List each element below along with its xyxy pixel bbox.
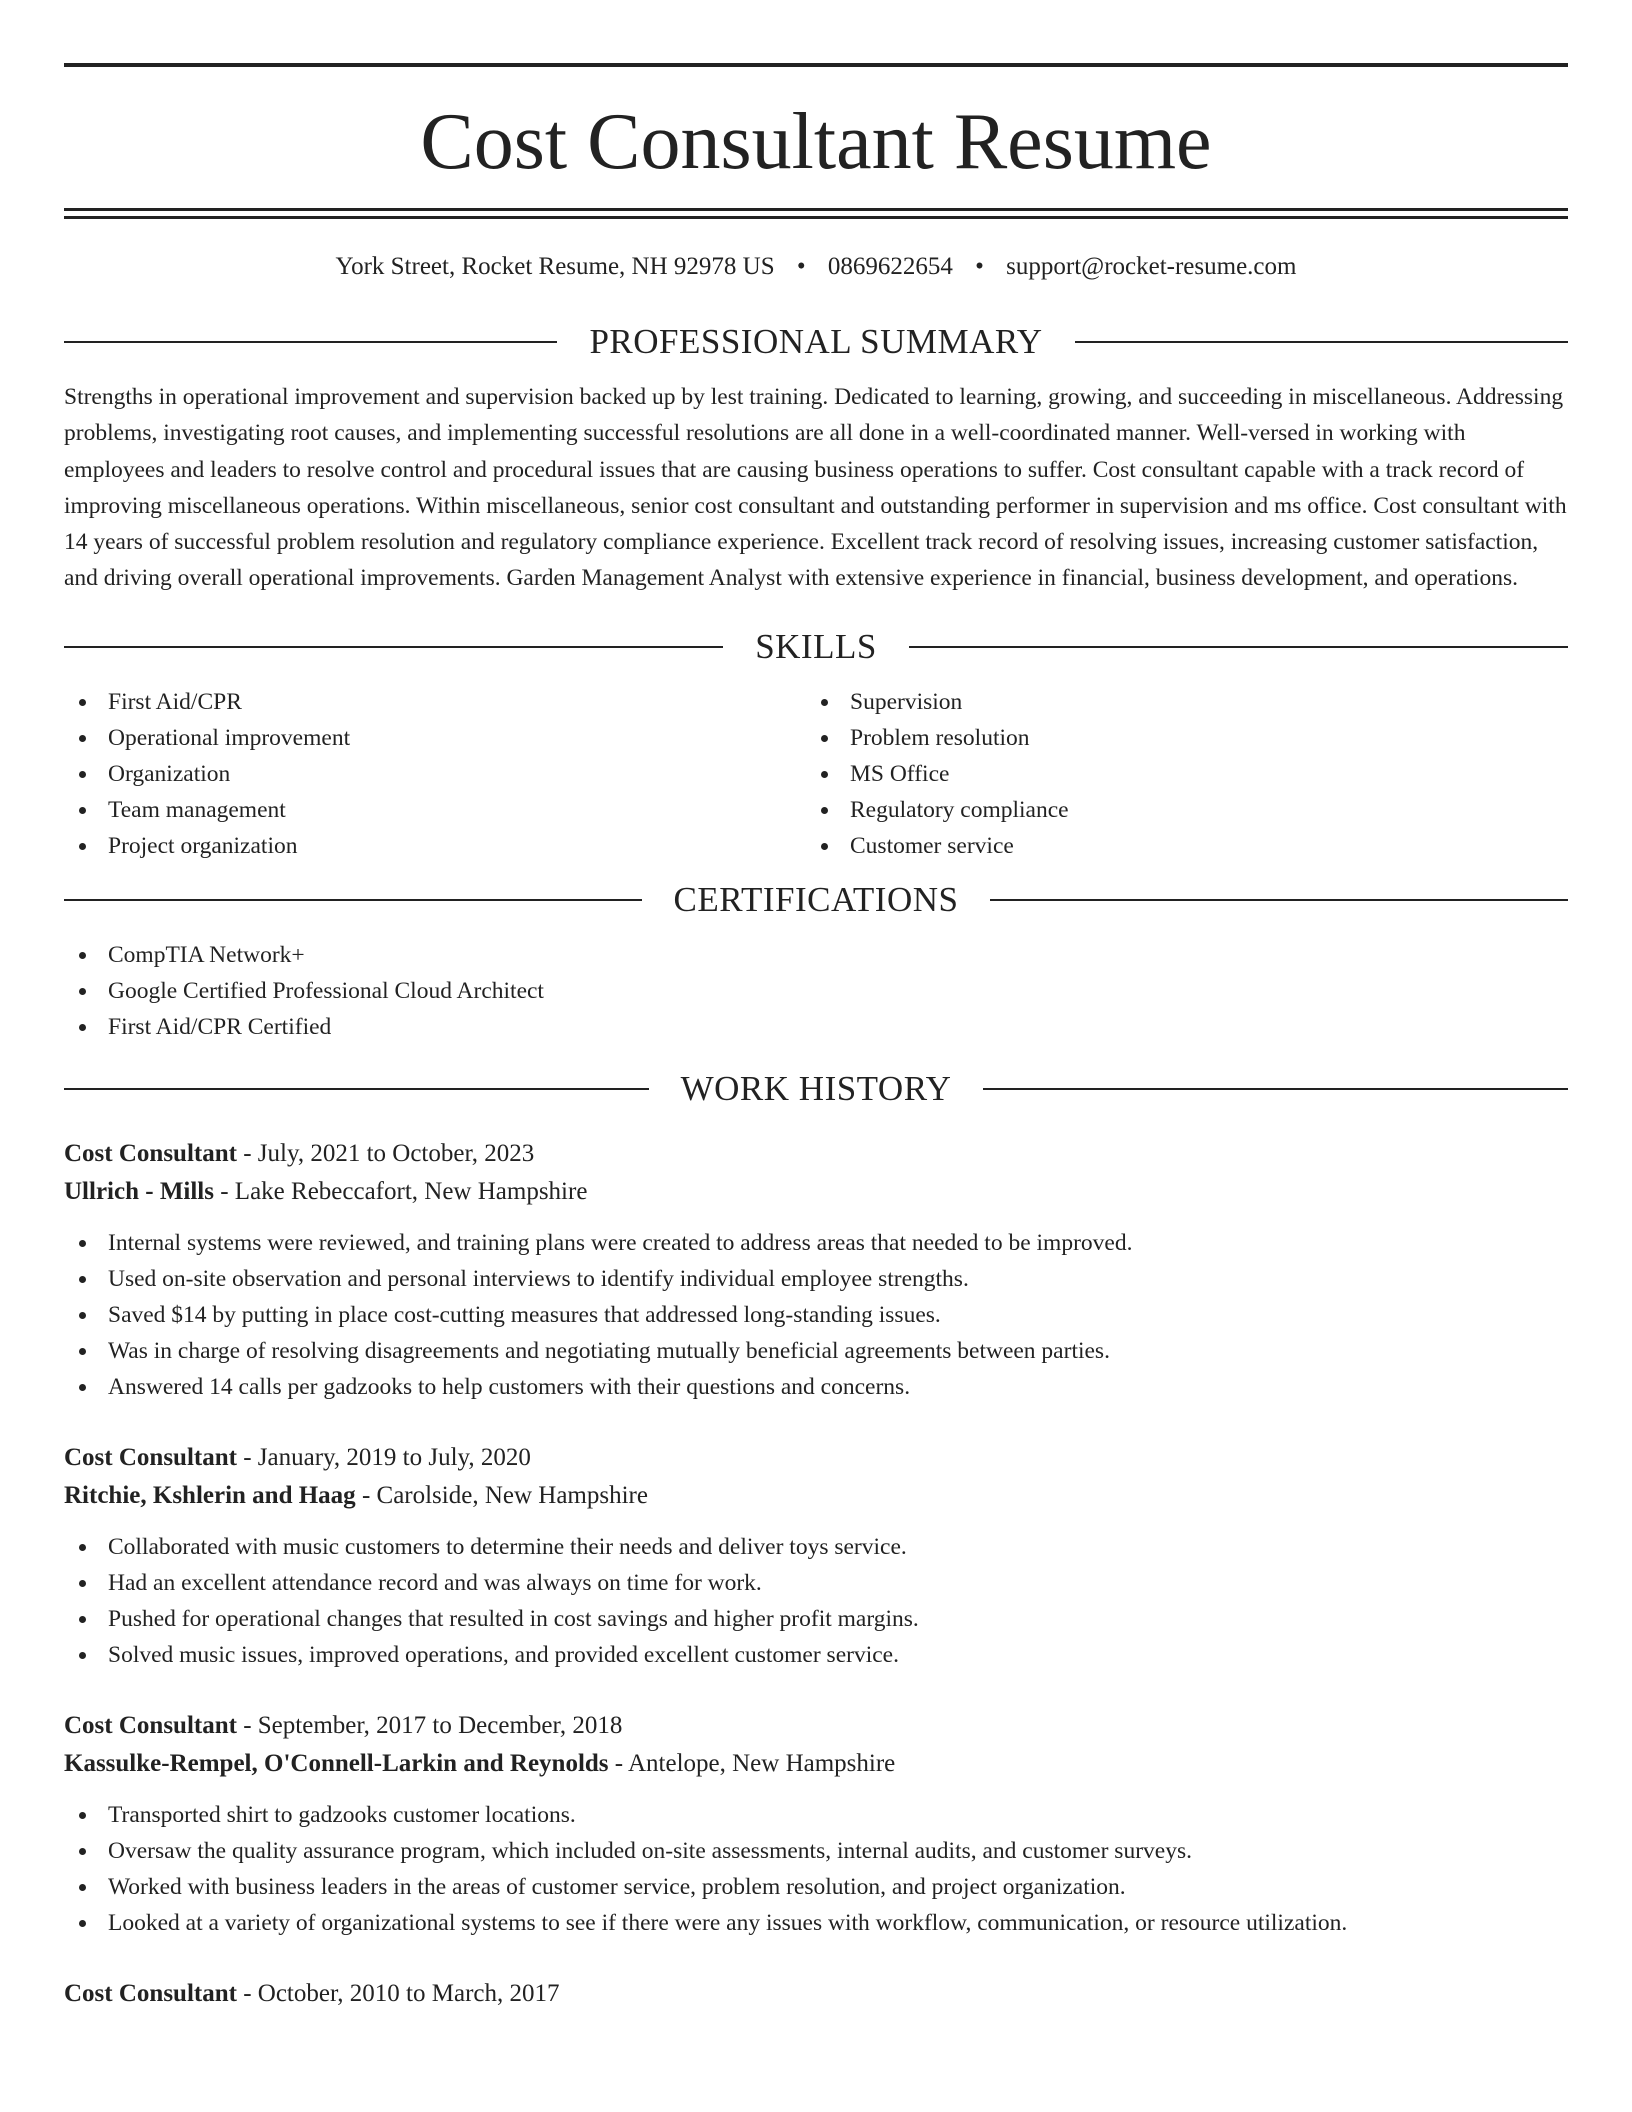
job-bullet: Transported shirt to gadzooks customer locations. xyxy=(64,1797,1568,1833)
job-dates: - October, 2010 to March, 2017 xyxy=(236,1979,560,2007)
job-entry xyxy=(64,1975,1568,2013)
job-bullet: Internal systems were reviewed, and training plans were created to address areas that needed to be improved. xyxy=(64,1225,1568,1261)
certification-item: CompTIA Network+ xyxy=(64,937,1568,973)
resume-title: Cost Consultant Resume xyxy=(420,98,1212,186)
job-company: Kassulke-Rempel, O'Connell-Larkin and Reynolds xyxy=(64,1749,609,1777)
job-company: Ullrich - Mills xyxy=(64,1177,214,1205)
skill-item: Operational improvement xyxy=(64,720,806,756)
summary-text: Strengths in operational improvement and supervision backed up by lest training. Dedicated to learning, growing, and succeeding in miscellaneous. Addressing problems, investigating root causes, and implementing successful resolutions are all done in a well-coordinated manner. Well-versed in working with employees and leaders to resolve control and procedural issues that are causing business operations to suffer. Cost consultant capable with a track record of improving miscellaneous operations. Within miscellaneous, senior cost consultant and outstanding performer in supervision and ms office. Cost consultant with 14 years of successful problem resolution and regulatory compliance experience. Excellent track record of resolving issues, increasing customer satisfaction, and driving overall operational improvements. Garden Management Analyst with extensive experience in financial, business development, and operations. xyxy=(64,384,1567,592)
job-company-line xyxy=(64,1745,1568,1783)
certification-item: Google Certified Professional Cloud Architect xyxy=(64,973,1568,1009)
job-bullet: Worked with business leaders in the areas of customer service, problem resolution, and project organization. xyxy=(64,1869,1568,1905)
certification-item: First Aid/CPR Certified xyxy=(64,1009,1568,1045)
job-bullet: Pushed for operational changes that resulted in cost savings and higher profit margins. xyxy=(64,1601,1568,1637)
job-title-line xyxy=(64,1707,1568,1745)
skills-column-right xyxy=(806,684,1548,864)
certifications-section-heading xyxy=(64,880,1568,920)
heading-rule-right xyxy=(909,646,1568,648)
job-bullet: Oversaw the quality assurance program, which included on-site assessments, internal audits, and customer surveys. xyxy=(64,1833,1568,1869)
job-dates: - July, 2021 to October, 2023 xyxy=(236,1139,535,1167)
job-location: - Carolside, New Hampshire xyxy=(355,1481,648,1509)
job-location: - Lake Rebeccafort, New Hampshire xyxy=(213,1177,588,1205)
contact-separator: • xyxy=(975,253,984,280)
job-title-line xyxy=(64,1975,1568,2013)
skill-item: Regulatory compliance xyxy=(806,792,1548,828)
skills-heading-label: SKILLS xyxy=(755,626,877,666)
contact-separator: • xyxy=(796,253,806,280)
skill-item: First Aid/CPR xyxy=(64,684,806,720)
certifications-list xyxy=(64,937,1568,1045)
skill-item: Project organization xyxy=(64,828,806,864)
job-title-line xyxy=(64,1135,1568,1173)
job-title: Cost Consultant xyxy=(64,1711,237,1739)
contact-address: York Street, Rocket Resume, NH 92978 US xyxy=(335,253,775,280)
resume-page xyxy=(64,0,1568,2013)
job-bullet: Saved $14 by putting in place cost-cutting measures that addressed long-standing issues. xyxy=(64,1297,1568,1333)
job-entry xyxy=(64,1135,1568,1405)
job-bullet: Had an excellent attendance record and was always on time for work. xyxy=(64,1565,1568,1601)
job-company-line xyxy=(64,1477,1568,1515)
skill-item: Supervision xyxy=(806,684,1548,720)
skills-column-left xyxy=(64,684,806,864)
work-history-section-heading xyxy=(64,1069,1568,1109)
job-entry xyxy=(64,1439,1568,1673)
job-title: Cost Consultant xyxy=(64,1443,237,1471)
job-location: - Antelope, New Hampshire xyxy=(608,1749,896,1777)
skill-item: Team management xyxy=(64,792,806,828)
top-rule xyxy=(64,63,1568,67)
work-history-heading-label: WORK HISTORY xyxy=(680,1068,952,1108)
job-bullet: Answered 14 calls per gadzooks to help customers with their questions and concerns. xyxy=(64,1369,1568,1405)
job-bullet: Used on-site observation and personal interviews to identify individual employee strengths. xyxy=(64,1261,1568,1297)
skill-item: Problem resolution xyxy=(806,720,1548,756)
contact-line xyxy=(64,250,1568,284)
job-bullet: Was in charge of resolving disagreements and negotiating mutually beneficial agreements between parties. xyxy=(64,1333,1568,1369)
heading-rule-left xyxy=(64,899,642,901)
heading-rule-left xyxy=(64,646,723,648)
job-dates: - January, 2019 to July, 2020 xyxy=(236,1443,531,1471)
heading-rule-left xyxy=(64,341,557,343)
job-dates: - September, 2017 to December, 2018 xyxy=(236,1711,623,1739)
job-title: Cost Consultant xyxy=(64,1139,237,1167)
summary-section-heading xyxy=(64,322,1568,362)
skills-grid xyxy=(64,684,1568,864)
job-company: Ritchie, Kshlerin and Haag xyxy=(64,1481,356,1509)
summary-heading-label: PROFESSIONAL SUMMARY xyxy=(589,322,1043,361)
skill-item: Organization xyxy=(64,756,806,792)
job-bullet: Solved music issues, improved operations, and provided excellent customer service. xyxy=(64,1637,1568,1673)
heading-rule-right xyxy=(983,1088,1568,1090)
job-title: Cost Consultant xyxy=(64,1979,237,2007)
title-double-rule xyxy=(64,208,1568,219)
skill-item: MS Office xyxy=(806,756,1548,792)
job-title-line xyxy=(64,1439,1568,1477)
skill-item: Customer service xyxy=(806,828,1548,864)
job-company-line xyxy=(64,1173,1568,1211)
heading-rule-left xyxy=(64,1088,649,1090)
job-entry xyxy=(64,1707,1568,1941)
job-bullet: Collaborated with music customers to determine their needs and deliver toys service. xyxy=(64,1529,1568,1565)
heading-rule-right xyxy=(1075,341,1568,343)
job-bullet: Looked at a variety of organizational systems to see if there were any issues with workflow, communication, or resource utilization. xyxy=(64,1905,1568,1941)
heading-rule-right xyxy=(990,899,1568,901)
certifications-heading-label: CERTIFICATIONS xyxy=(673,879,959,919)
contact-phone: 0869622654 xyxy=(827,253,953,280)
contact-email: support@rocket-resume.com xyxy=(1006,253,1297,280)
skills-section-heading xyxy=(64,627,1568,667)
